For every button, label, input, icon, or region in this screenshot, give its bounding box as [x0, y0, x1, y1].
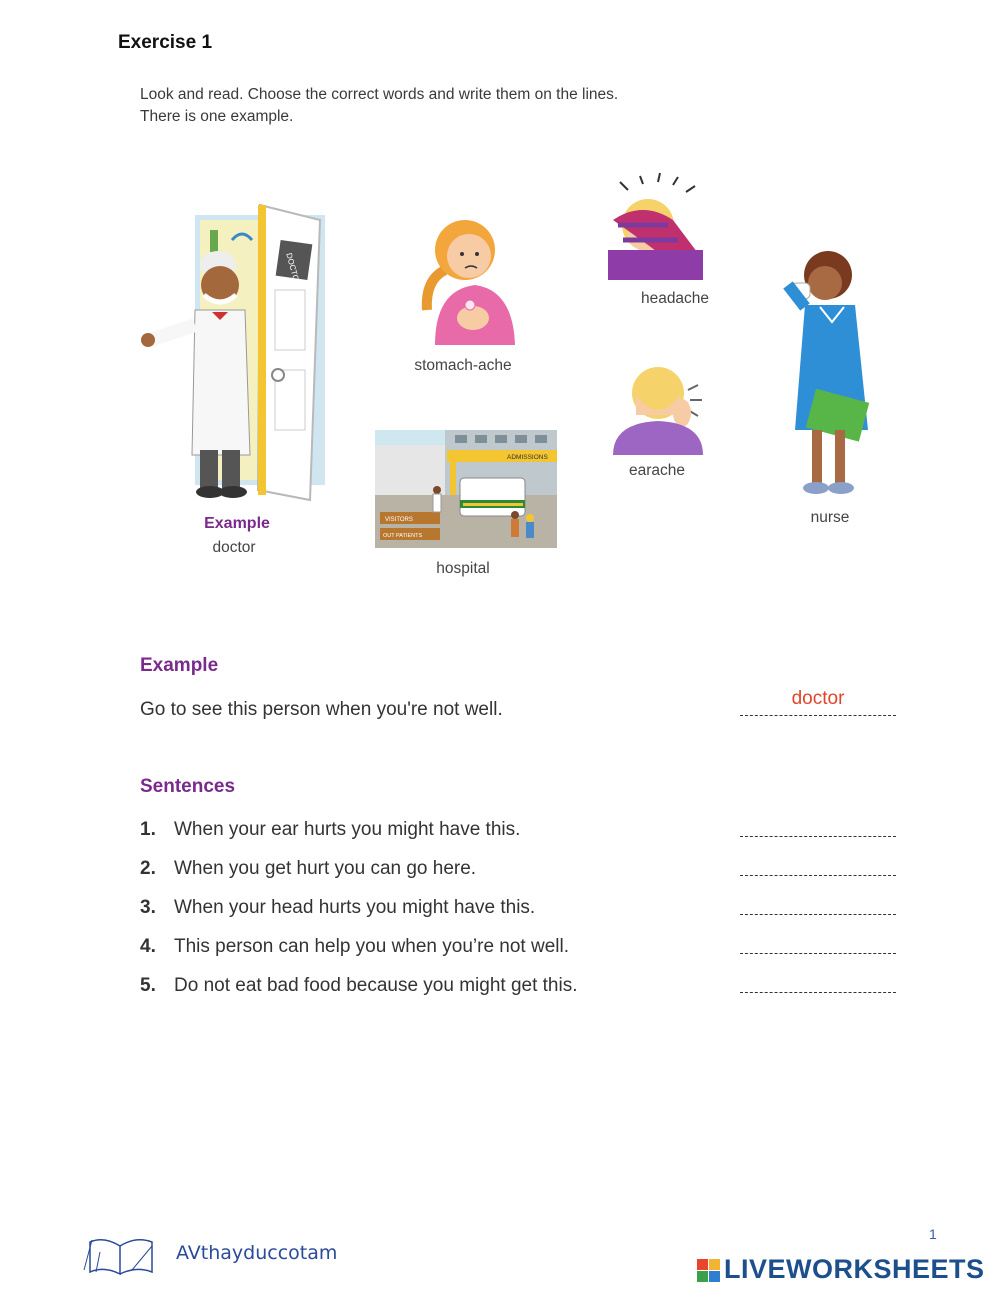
- sentence-row: [140, 858, 476, 880]
- sentence-number: 5.: [140, 975, 156, 996]
- caption-stomach-ache: stomach-ache: [414, 357, 512, 374]
- answer-line-4[interactable]: [740, 953, 896, 954]
- author-signature: AVthayduccotam: [176, 1242, 338, 1264]
- exercise-title: Exercise 1: [118, 32, 213, 53]
- sentence-text: Do not eat bad food because you might get this.: [174, 975, 578, 996]
- instructions: [140, 84, 618, 128]
- example-picture-label: Example: [204, 515, 270, 532]
- sentence-row: [140, 819, 520, 841]
- caption-hospital: hospital: [436, 560, 490, 577]
- example-answer: doctor: [791, 688, 845, 709]
- example-heading: Example: [140, 655, 219, 676]
- caption-earache: earache: [628, 462, 685, 479]
- stomach-ache-illustration: [415, 210, 515, 345]
- doctor-illustration: [140, 200, 340, 505]
- answer-line-1[interactable]: [740, 836, 896, 837]
- door-sign: DOCTOR: [284, 251, 302, 288]
- sentences-heading: Sentences: [140, 776, 236, 797]
- answer-line-5[interactable]: [740, 992, 896, 993]
- instruction-line-1: Look and read. Choose the correct words and write them on the lines.: [140, 86, 619, 103]
- caption-doctor: doctor: [212, 539, 256, 556]
- sentence-number: 3.: [140, 897, 156, 918]
- sentence-text: When your head hurts you might have this.: [174, 897, 536, 918]
- caption-nurse: nurse: [810, 509, 850, 526]
- example-answer-line: [740, 715, 896, 716]
- sentence-text: When your ear hurts you might have this.: [174, 819, 521, 840]
- nurse-illustration: [780, 245, 880, 505]
- answer-line-3[interactable]: [740, 914, 896, 915]
- page-number: 1: [929, 1226, 937, 1242]
- caption-headache: headache: [640, 290, 710, 307]
- sentence-row: [140, 975, 578, 997]
- outpatients-sign: OUT PATIENTS: [383, 533, 423, 539]
- hospital-illustration: [375, 430, 557, 548]
- admissions-sign: ADMISSIONS: [507, 454, 548, 461]
- answer-line-2[interactable]: [740, 875, 896, 876]
- book-logo-icon: [82, 1234, 162, 1276]
- sentence-row: [140, 897, 535, 919]
- sentence-row: [140, 936, 569, 958]
- instruction-line-2: There is one example.: [140, 108, 294, 125]
- sentence-number: 2.: [140, 858, 156, 879]
- earache-illustration: [608, 355, 708, 455]
- sentence-number: 1.: [140, 819, 156, 840]
- example-sentence: Go to see this person when you're not well.: [140, 699, 503, 720]
- sentence-text: This person can help you when you’re not well.: [174, 936, 570, 957]
- sentence-text: When you get hurt you can go here.: [174, 858, 477, 879]
- sentence-number: 4.: [140, 936, 156, 957]
- headache-illustration: [608, 180, 708, 280]
- liveworksheets-logo-icon: [697, 1259, 721, 1283]
- visitors-sign: VISITORS: [385, 517, 413, 523]
- brand-name: LIVEWORKSHEETS: [724, 1254, 985, 1284]
